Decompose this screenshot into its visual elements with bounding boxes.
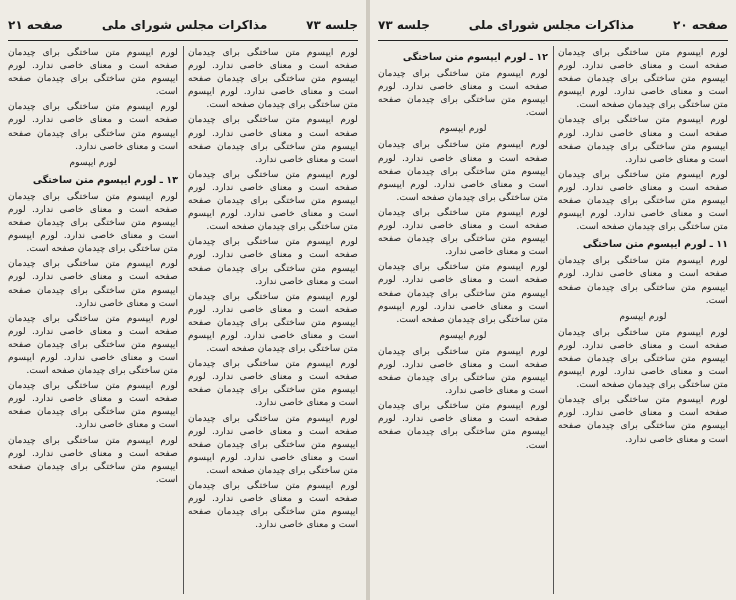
paragraph: لورم ایپسوم متن ساختگی برای چیدمان صفحه است و معنای خاصی ندارد. لورم ایپسوم متن ساختگی برای چیدمان صفحه است و معنای خاصی ندارد. xyxy=(378,206,548,258)
page-header xyxy=(378,14,728,36)
page-number: صفحه ۲۱ xyxy=(8,18,63,32)
centered-line: لورم ایپسوم xyxy=(439,123,487,135)
paragraph: لورم ایپسوم متن ساختگی برای چیدمان صفحه است و معنای خاصی ندارد. لورم ایپسوم متن ساختگی برای چیدمان صفحه است و معنای خاصی ندارد. لورم ایپسوم متن ساختگی برای چیدمان صفحه است. xyxy=(378,139,548,203)
section-heading: ۱۱ ـ لورم ایپسوم متن ساختگی xyxy=(582,239,728,251)
paragraph: لورم ایپسوم متن ساختگی برای چیدمان صفحه است و معنای خاصی ندارد. لورم ایپسوم متن ساختگی برای چیدمان صفحه است و معنای خاصی ندارد. لورم ایپسوم متن ساختگی برای چیدمان صفحه است. xyxy=(378,261,548,325)
paragraph: لورم ایپسوم متن ساختگی برای چیدمان صفحه است و معنای خاصی ندارد. لورم ایپسوم متن ساختگی برای چیدمان صفحه است. xyxy=(8,434,178,485)
paragraph: لورم ایپسوم متن ساختگی برای چیدمان صفحه است و معنای خاصی ندارد. لورم ایپسوم متن ساختگی برای چیدمان صفحه است و معنای خاصی ندارد. xyxy=(188,480,358,531)
paragraph: لورم ایپسوم متن ساختگی برای چیدمان صفحه است و معنای خاصی ندارد. لورم ایپسوم متن ساختگی برای چیدمان صفحه است و معنای خاصی ندارد. xyxy=(558,394,728,445)
paragraph: لورم ایپسوم متن ساختگی برای چیدمان صفحه است و معنای خاصی ندارد. لورم ایپسوم متن ساختگی برای چیدمان صفحه است و معنای خاصی ندارد. لورم ایپسوم متن ساختگی برای چیدمان صفحه است. xyxy=(558,47,728,111)
paragraph: لورم ایپسوم متن ساختگی برای چیدمان صفحه است و معنای خاصی ندارد. لورم ایپسوم متن ساختگی برای چیدمان صفحه است و معنای خاصی ندارد. لورم ایپسوم متن ساختگی برای چیدمان صفحه است. xyxy=(8,190,178,255)
paragraph: لورم ایپسوم متن ساختگی برای چیدمان صفحه است و معنای خاصی ندارد. لورم ایپسوم متن ساختگی برای چیدمان صفحه است و معنای خاصی ندارد. لورم ایپسوم متن ساختگی برای چیدمان صفحه است. xyxy=(8,312,178,377)
page-title: مذاکرات مجلس شورای ملی xyxy=(468,18,635,32)
paragraph: لورم ایپسوم متن ساختگی برای چیدمان صفحه است و معنای خاصی ندارد. لورم ایپسوم متن ساختگی برای چیدمان صفحه است و معنای خاصی ندارد. xyxy=(8,258,178,309)
paragraph: لورم ایپسوم متن ساختگی برای چیدمان صفحه است و معنای خاصی ندارد. لورم ایپسوم متن ساختگی برای چیدمان صفحه است و معنای خاصی ندارد. xyxy=(378,345,548,397)
right-page xyxy=(370,0,736,600)
left-page xyxy=(0,0,366,600)
paragraph: لورم ایپسوم متن ساختگی برای چیدمان صفحه است و معنای خاصی ندارد. لورم ایپسوم متن ساختگی برای چیدمان صفحه است و معنای خاصی ندارد. xyxy=(8,380,178,431)
paragraph: لورم ایپسوم متن ساختگی برای چیدمان صفحه است و معنای خاصی ندارد. لورم ایپسوم متن ساختگی برای چیدمان صفحه است و معنای خاصی ندارد. xyxy=(188,114,358,165)
paragraph: لورم ایپسوم متن ساختگی برای چیدمان صفحه است و معنای خاصی ندارد. لورم ایپسوم متن ساختگی برای چیدمان صفحه است و معنای خاصی ندارد. xyxy=(8,101,178,152)
paragraph: لورم ایپسوم متن ساختگی برای چیدمان صفحه است و معنای خاصی ندارد. لورم ایپسوم متن ساختگی برای چیدمان صفحه است و معنای خاصی ندارد. لورم ایپسوم متن ساختگی برای چیدمان صفحه است. xyxy=(188,168,358,233)
centered-line: لورم ایپسوم xyxy=(619,310,667,322)
text-column xyxy=(378,46,548,594)
paragraph: لورم ایپسوم متن ساختگی برای چیدمان صفحه است و معنای خاصی ندارد. لورم ایپسوم متن ساختگی برای چیدمان صفحه است و معنای خاصی ندارد. xyxy=(188,236,358,287)
section-heading: ۱۳ ـ لورم ایپسوم متن ساختگی xyxy=(32,174,178,186)
paragraph: لورم ایپسوم متن ساختگی برای چیدمان صفحه است و معنای خاصی ندارد. لورم ایپسوم متن ساختگی برای چیدمان صفحه است و معنای خاصی ندارد. لورم ایپسوم متن ساختگی برای چیدمان صفحه است. xyxy=(558,168,728,233)
paragraph: لورم ایپسوم متن ساختگی برای چیدمان صفحه است و معنای خاصی ندارد. لورم ایپسوم متن ساختگی برای چیدمان صفحه است و معنای خاصی ندارد. لورم ایپسوم متن ساختگی برای چیدمان صفحه است. xyxy=(188,290,358,355)
text-column xyxy=(188,46,358,594)
page-header xyxy=(8,14,358,36)
column-divider xyxy=(183,46,184,594)
centered-line: لورم ایپسوم xyxy=(69,156,117,168)
page-number: صفحه ۲۰ xyxy=(673,18,728,32)
column-divider xyxy=(553,46,554,594)
section-heading: ۱۲ ـ لورم ایپسوم متن ساختگی xyxy=(402,52,548,63)
text-column xyxy=(558,46,728,594)
paragraph: لورم ایپسوم متن ساختگی برای چیدمان صفحه است و معنای خاصی ندارد. لورم ایپسوم متن ساختگی برای چیدمان صفحه است و معنای خاصی ندارد. لورم ایپسوم متن ساختگی برای چیدمان صفحه است. xyxy=(188,412,358,476)
paragraph: لورم ایپسوم متن ساختگی برای چیدمان صفحه است و معنای خاصی ندارد. لورم ایپسوم متن ساختگی برای چیدمان صفحه است و معنای خاصی ندارد. xyxy=(188,358,358,409)
paragraph: لورم ایپسوم متن ساختگی برای چیدمان صفحه است و معنای خاصی ندارد. لورم ایپسوم متن ساختگی برای چیدمان صفحه است. xyxy=(8,47,178,98)
centered-line: لورم ایپسوم xyxy=(439,329,487,341)
header-rule xyxy=(8,40,358,41)
page-session: جلسه ۷۳ xyxy=(306,18,358,32)
paragraph: لورم ایپسوم متن ساختگی برای چیدمان صفحه است و معنای خاصی ندارد. لورم ایپسوم متن ساختگی برای چیدمان صفحه است و معنای خاصی ندارد. لورم ایپسوم متن ساختگی برای چیدمان صفحه است. xyxy=(558,326,728,391)
paragraph: لورم ایپسوم متن ساختگی برای چیدمان صفحه است و معنای خاصی ندارد. لورم ایپسوم متن ساختگی برای چیدمان صفحه است. xyxy=(378,68,548,119)
page-title: مذاکرات مجلس شورای ملی xyxy=(101,18,268,32)
paragraph: لورم ایپسوم متن ساختگی برای چیدمان صفحه است و معنای خاصی ندارد. لورم ایپسوم متن ساختگی برای چیدمان صفحه است. xyxy=(558,255,728,306)
paragraph: لورم ایپسوم متن ساختگی برای چیدمان صفحه است و معنای خاصی ندارد. لورم ایپسوم متن ساختگی برای چیدمان صفحه است و معنای خاصی ندارد. لورم ایپسوم متن ساختگی برای چیدمان صفحه است. xyxy=(188,47,358,111)
paragraph: لورم ایپسوم متن ساختگی برای چیدمان صفحه است و معنای خاصی ندارد. لورم ایپسوم متن ساختگی برای چیدمان صفحه است. xyxy=(378,400,548,451)
text-column xyxy=(8,46,178,594)
header-rule xyxy=(378,40,728,41)
paragraph: لورم ایپسوم متن ساختگی برای چیدمان صفحه است و معنای خاصی ندارد. لورم ایپسوم متن ساختگی برای چیدمان صفحه است و معنای خاصی ندارد. xyxy=(558,114,728,165)
page-session: جلسه ۷۳ xyxy=(378,18,430,32)
